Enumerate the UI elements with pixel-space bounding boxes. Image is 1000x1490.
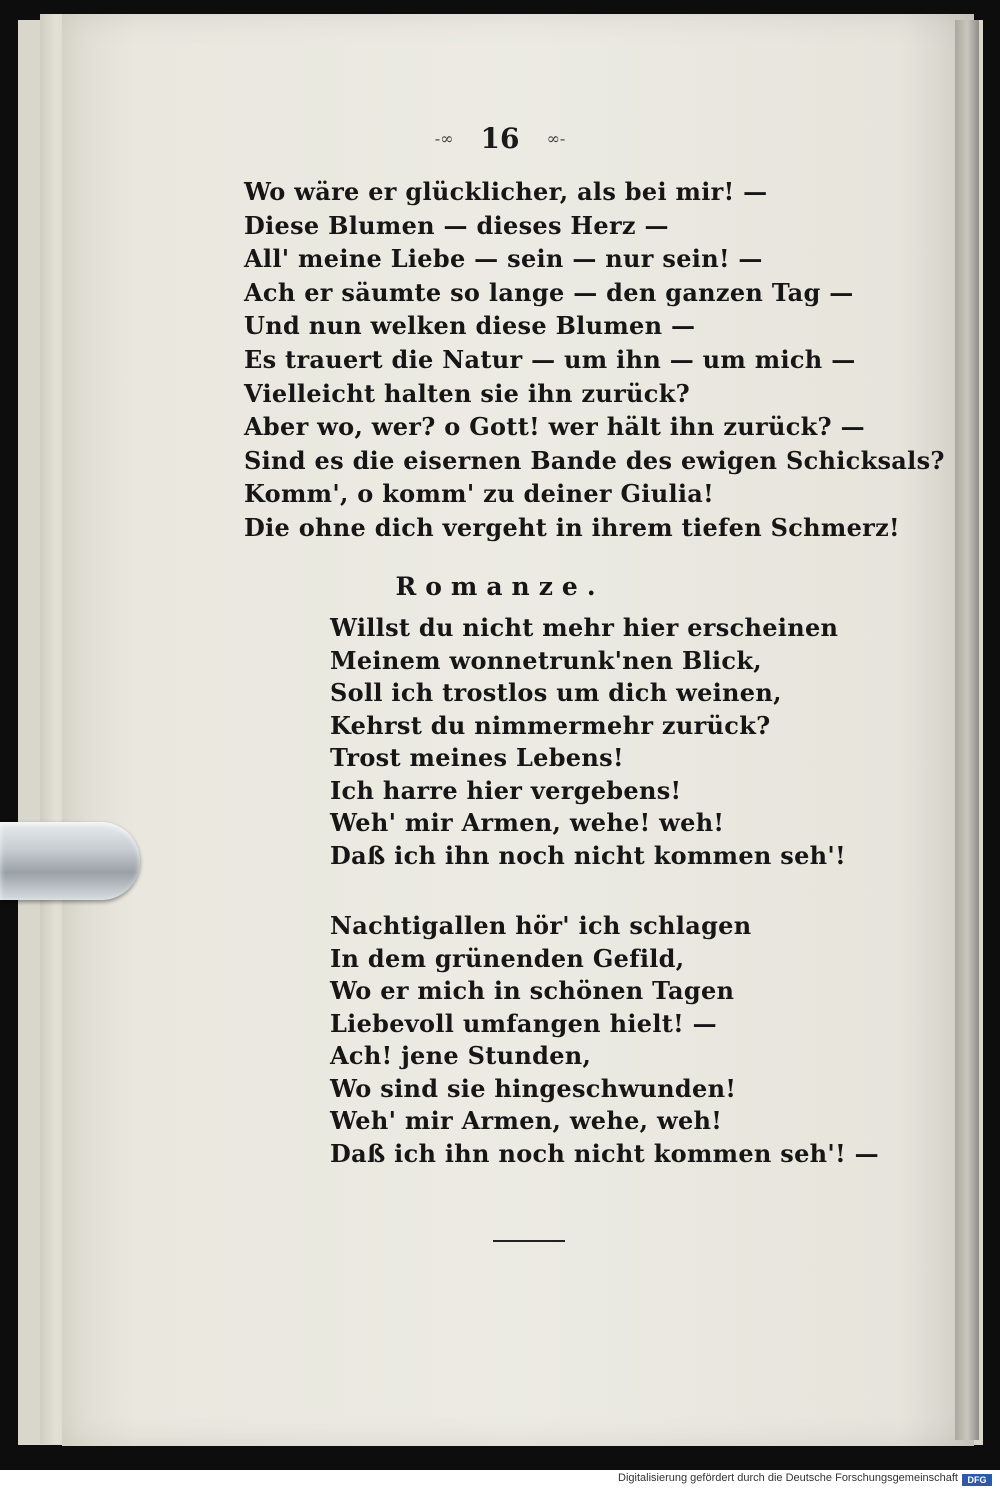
verse-line: Daß ich ihn noch nicht kommen seh'! xyxy=(330,840,846,870)
page-header xyxy=(0,122,1000,155)
verse-line: Soll ich trostlos um dich weinen, xyxy=(330,678,782,707)
stanza-2 xyxy=(330,910,879,1170)
verse-line: Kehrst du nimmermehr zurück? xyxy=(330,710,771,740)
prose-line: Vielleicht halten sie ihn zurück? xyxy=(244,378,690,408)
verse-line: Wo er mich in schönen Tagen xyxy=(330,976,735,1005)
section-title: Romanze. xyxy=(395,572,605,601)
verse-line: Liebevoll umfangen hielt! — xyxy=(330,1008,717,1038)
prose-passage xyxy=(244,175,945,545)
prose-line: Diese Blumen — dieses Herz — xyxy=(244,210,669,240)
funding-credit: Digitalisierung gefördert durch die Deutsche Forschungsgemeinschaft xyxy=(618,1472,958,1484)
verse-line: Willst du nicht mehr hier erscheinen xyxy=(330,613,839,642)
prose-line: Sind es die eisernen Bande des ewigen Schicksals? xyxy=(244,445,945,475)
verse-line: Ach! jene Stunden, xyxy=(330,1041,592,1070)
prose-line: Ach er säumte so lange — den ganzen Tag — xyxy=(244,277,854,307)
digitization-footer xyxy=(0,1470,1000,1490)
prose-line: Und nun welken diese Blumen — xyxy=(244,311,696,341)
stanza-1 xyxy=(330,612,846,872)
closing-rule xyxy=(493,1240,565,1242)
verse-line: Wo sind sie hingeschwunden! xyxy=(330,1073,737,1103)
verse-line: Daß ich ihn noch nicht kommen seh'! — xyxy=(330,1138,879,1168)
verse-line: Trost meines Lebens! xyxy=(330,743,624,772)
verse-line: Meinem wonnetrunk'nen Blick, xyxy=(330,645,762,675)
prose-line: Die ohne dich vergeht in ihrem tiefen Schmerz! xyxy=(244,512,900,542)
header-ornament-left: -∞ xyxy=(434,129,454,148)
header-ornament-right: ∞- xyxy=(546,129,566,148)
page-clip xyxy=(0,822,140,900)
page-right-edge xyxy=(955,20,979,1440)
prose-line: Es trauert die Natur — um ihn — um mich — xyxy=(244,344,856,374)
verse-line: Weh' mir Armen, wehe! weh! xyxy=(330,808,725,837)
prose-line: Komm', o komm' zu deiner Giulia! xyxy=(244,479,714,509)
verse-line: Ich harre hier vergebens! xyxy=(330,775,682,805)
page-number: 16 xyxy=(480,122,520,155)
verse-line: Weh' mir Armen, wehe, weh! xyxy=(330,1106,723,1135)
prose-line: Wo wäre er glücklicher, als bei mir! — xyxy=(244,177,768,206)
prose-line: All' meine Liebe — sein — nur sein! — xyxy=(244,244,763,274)
verse-line: In dem grünenden Gefild, xyxy=(330,943,685,973)
dfg-logo: DFG xyxy=(962,1474,992,1486)
prose-line: Aber wo, wer? o Gott! wer hält ihn zurück? — xyxy=(244,412,865,442)
verse-line: Nachtigallen hör' ich schlagen xyxy=(330,911,752,940)
